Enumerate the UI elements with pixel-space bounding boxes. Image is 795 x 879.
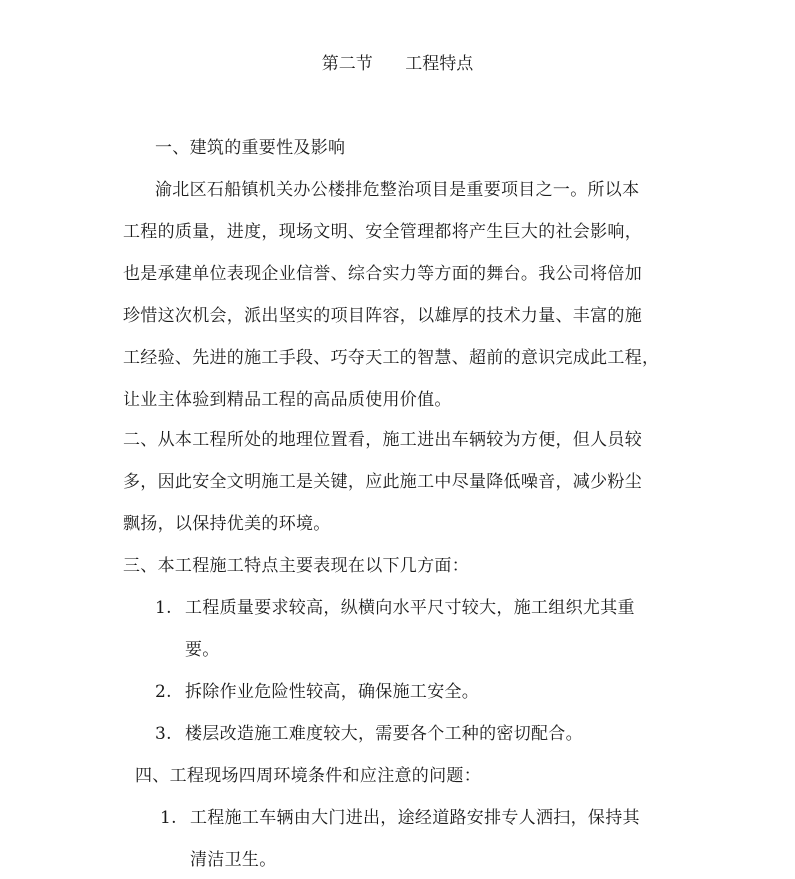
list-item-text: 工程质量要求较高，纵横向水平尺寸较大，施工组织尤其重 [185,598,635,618]
paragraph-line: 工经验、先进的施工手段、巧夺天工的智慧、超前的意识完成此工程， [123,348,660,368]
list-item [155,680,479,704]
paragraph-line: 珍惜这次机会，派出坚实的项目阵容，以雄厚的技术力量、丰富的施 [123,306,642,326]
section-3-heading: 三、本工程施工特点主要表现在以下几方面： [123,556,469,576]
list-item-continuation: 清洁卫生。 [190,850,277,870]
list-item-number: 1. [160,808,177,828]
paragraph-line: 让业主体验到精品工程的高品质使用价值。 [123,390,452,410]
list-item-number: 1. [155,598,172,618]
list-item-number: 2. [155,682,172,702]
paragraph-line: 渝北区石船镇机关办公楼排危整治项目是重要项目之一。所以本 [155,180,640,200]
section-2-line: 飘扬，以保持优美的环境。 [123,514,331,534]
list-item [160,806,640,830]
list-item [155,596,635,620]
section-2-line: 二、从本工程所处的地理位置看，施工进出车辆较为方便，但人员较 [123,430,642,450]
list-item-continuation: 要。 [185,640,220,660]
paragraph-line: 工程的质量，进度，现场文明、安全管理都将产生巨大的社会影响， [123,222,642,242]
list-item [155,722,583,746]
section-2-line: 多，因此安全文明施工是关键，应此施工中尽量降低噪音，减少粉尘 [123,472,642,492]
list-item-number: 3. [155,724,172,744]
list-item-text: 拆除作业危险性较高，确保施工安全。 [185,682,480,702]
page-title: 第二节 工程特点 [321,54,474,74]
section-1-heading: 一、建筑的重要性及影响 [155,138,346,158]
section-4-heading: 四、工程现场四周环境条件和应注意的问题： [135,766,481,786]
list-item-text: 楼层改造施工难度较大，需要各个工种的密切配合。 [185,724,583,744]
list-item-text: 工程施工车辆由大门进出，途经道路安排专人洒扫，保持其 [190,808,640,828]
paragraph-line: 也是承建单位表现企业信誉、综合实力等方面的舞台。我公司将倍加 [123,264,642,284]
